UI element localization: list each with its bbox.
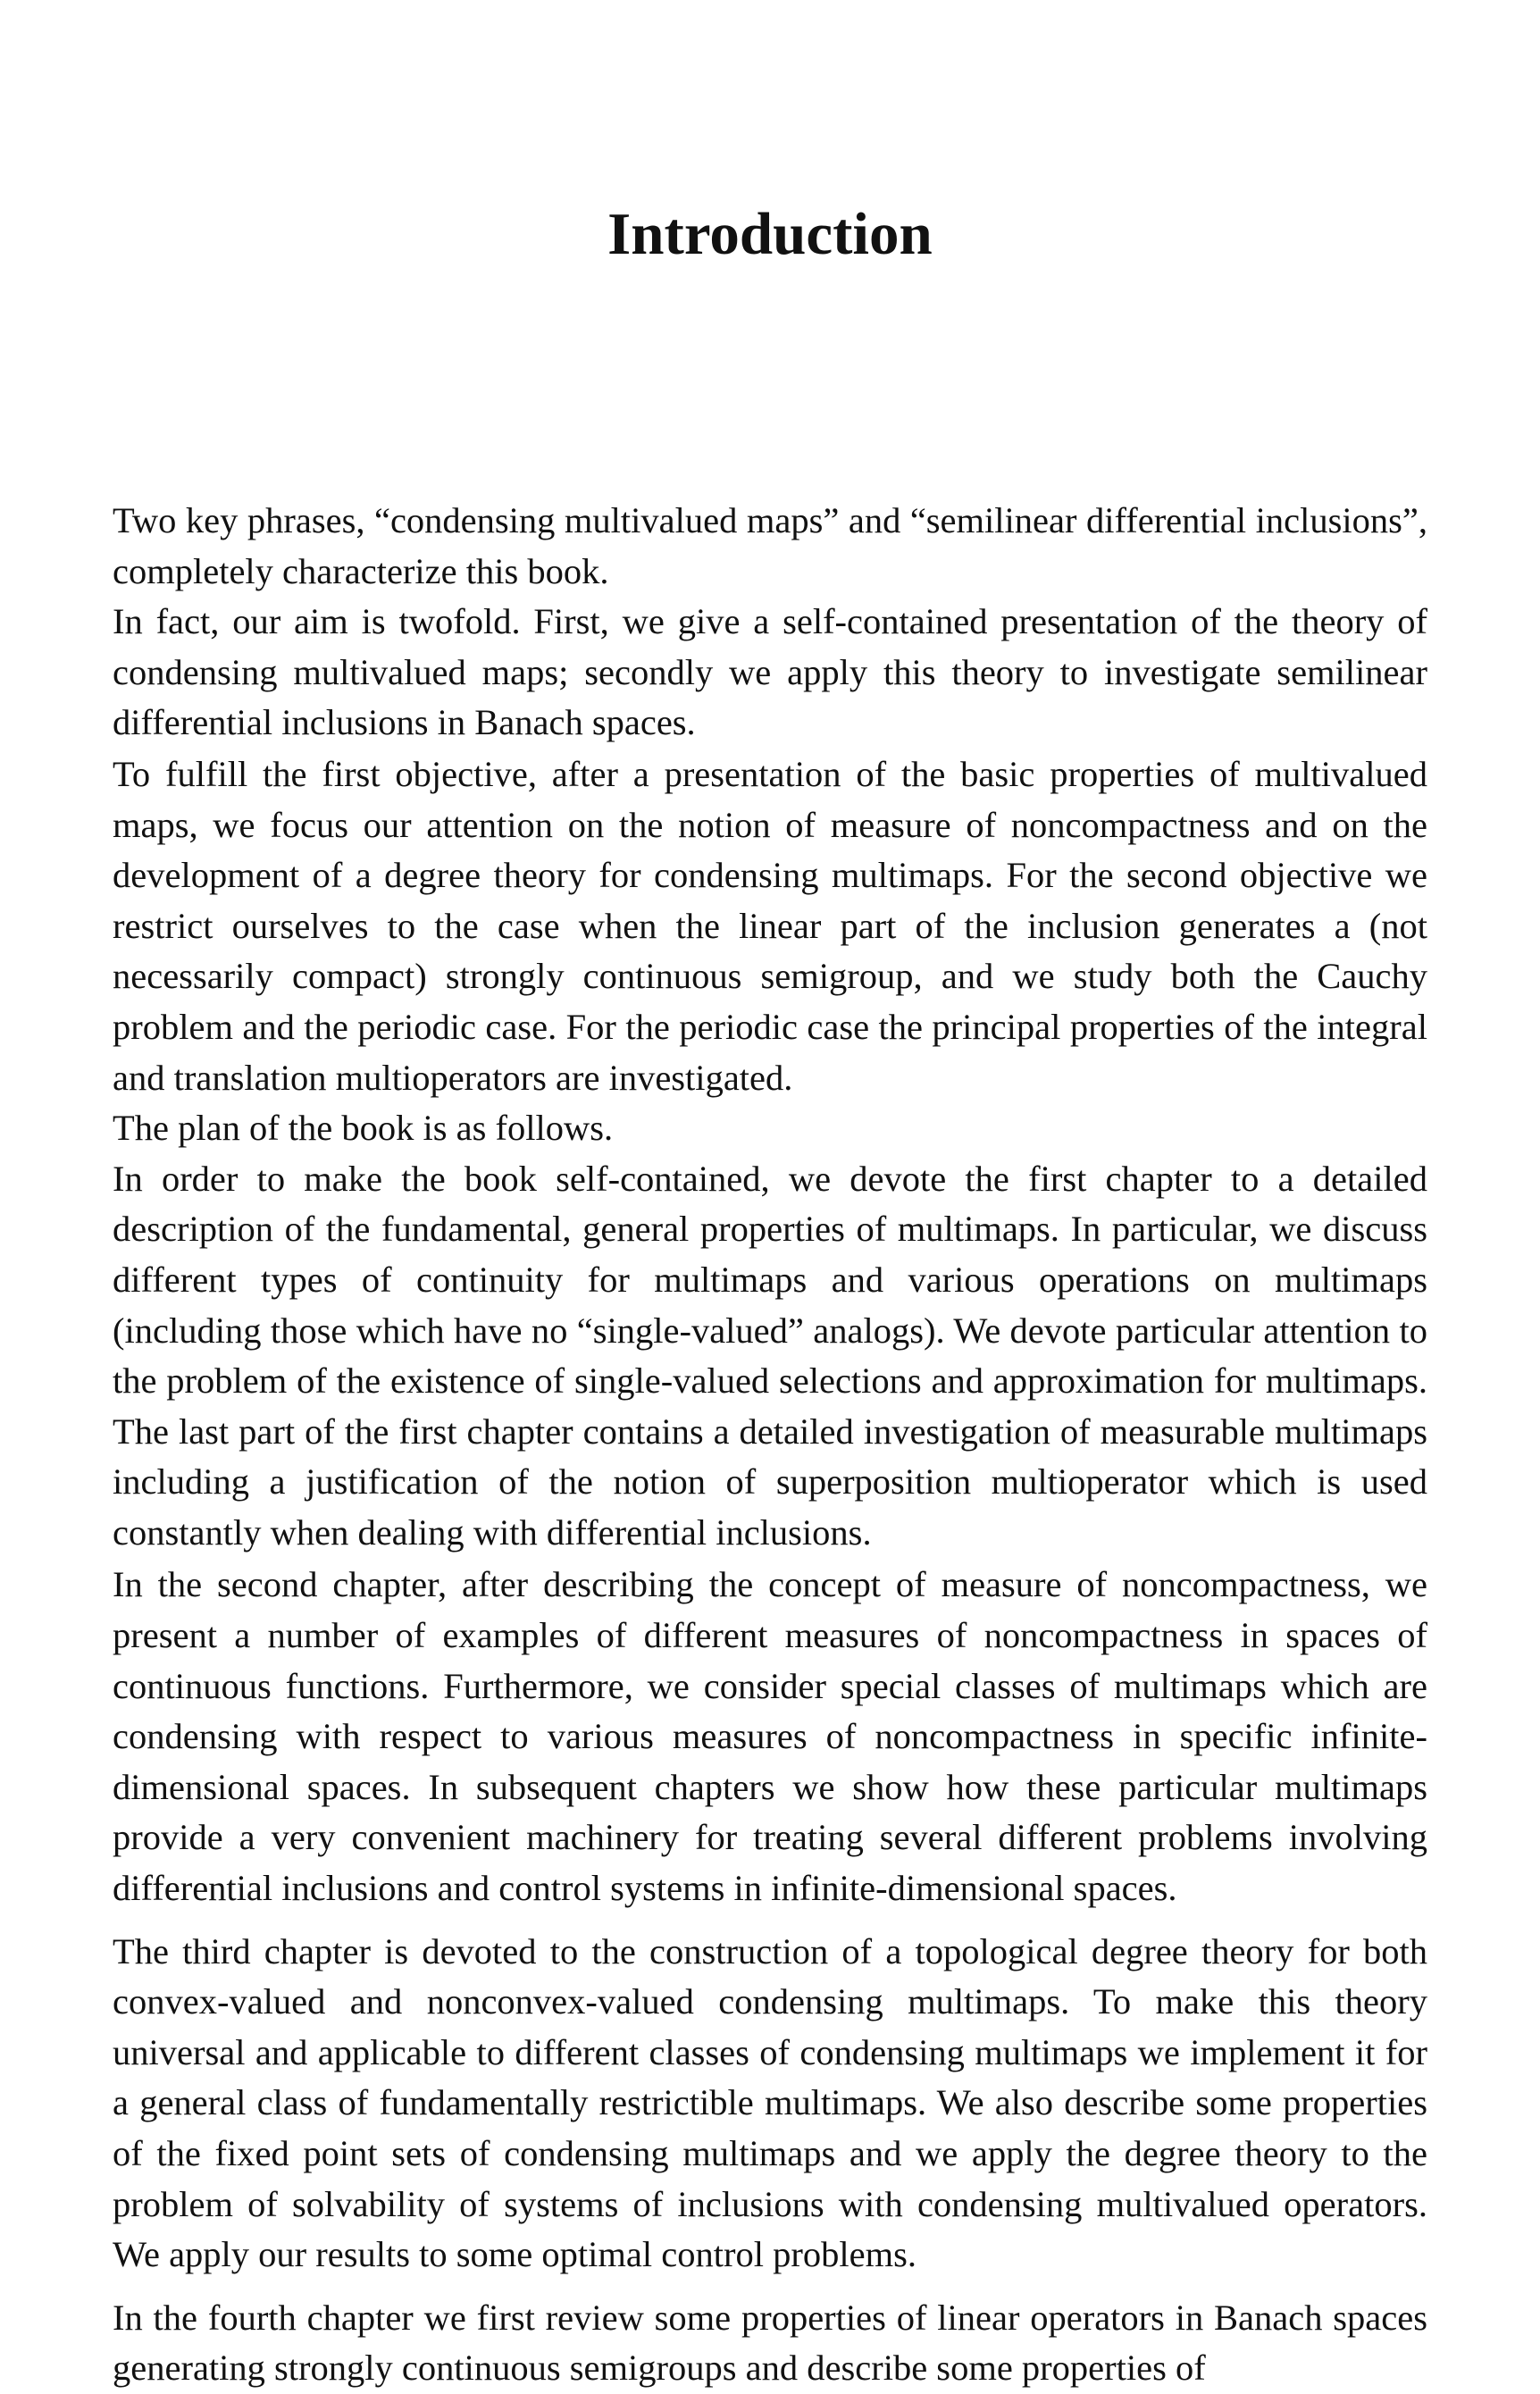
paragraph: In fact, our aim is twofold. First, we give a self-contained presentation of the theory of condensing multivalued maps; secondly we apply this theory to investigate semilinear differential inclusions in Banach spaces.: [113, 601, 1427, 743]
paragraph: The plan of the book is as follows.: [113, 1108, 614, 1149]
paragraph: In the second chapter, after describing the concept of measure of noncompactness, we present a number of examples of different measures of noncompactness in spaces of continuous functions. Furthermore, we consider special classes of multimaps which are condensing with respect to various measures of noncompactness in specific infinite-dimensional spaces. In subsequent chapters we show how these particular multimaps provide a very convenient machinery for treating several different problems involving differential inclusions and control systems in infinite-dimensional spaces.: [113, 1564, 1427, 1909]
paragraph: In order to make the book self-contained, we devote the first chapter to a detailed description of the fundamental, general properties of multimaps. In particular, we discuss different types of continuity for multimaps and various operations on multimaps (including those which have no “single-valued” analogs). We devote particular attention to the problem of the existence of single-valued selections and approximation for multimaps. The last part of the first chapter contains a detailed investigation of measurable multimaps including a justification of the notion of superposition multioperator which is used constantly when dealing with differential inclusions.: [113, 1158, 1427, 1553]
page-title: Introduction: [607, 201, 933, 267]
paragraph: To fulfill the first objective, after a presentation of the basic properties of multivalued maps, we focus our attention on the notion of measure of noncompactness and on the development of a degree theory for condensing multimaps. For the second objective we restrict ourselves to the case when the linear part of the inclusion generates a (not necessarily compact) strongly continuous semigroup, and we study both the Cauchy problem and the periodic case. For the periodic case the principal properties of the integral and translation multioperators are investigated.: [113, 753, 1427, 1098]
paragraph: Two key phrases, “condensing multivalued maps” and “semilinear differential inclusions”, completely characterize this book.: [113, 500, 1427, 591]
paragraph: In the fourth chapter we first review some properties of linear operators in Banach spaces generating strongly continuous semigroups and describe some properties of: [113, 2297, 1427, 2389]
paragraph: The third chapter is devoted to the construction of a topological degree theory for both convex-valued and nonconvex-valued condensing multimaps. To make this theory universal and applicable to different classes of condensing multimaps we implement it for a general class of fundamentally restrictible multimaps. We also describe some properties of the fixed point sets of condensing multimaps and we apply the degree theory to the problem of solvability of systems of inclusions with condensing multivalued operators. We apply our results to some optimal control problems.: [113, 1930, 1427, 2275]
body-text: [113, 496, 1427, 2394]
